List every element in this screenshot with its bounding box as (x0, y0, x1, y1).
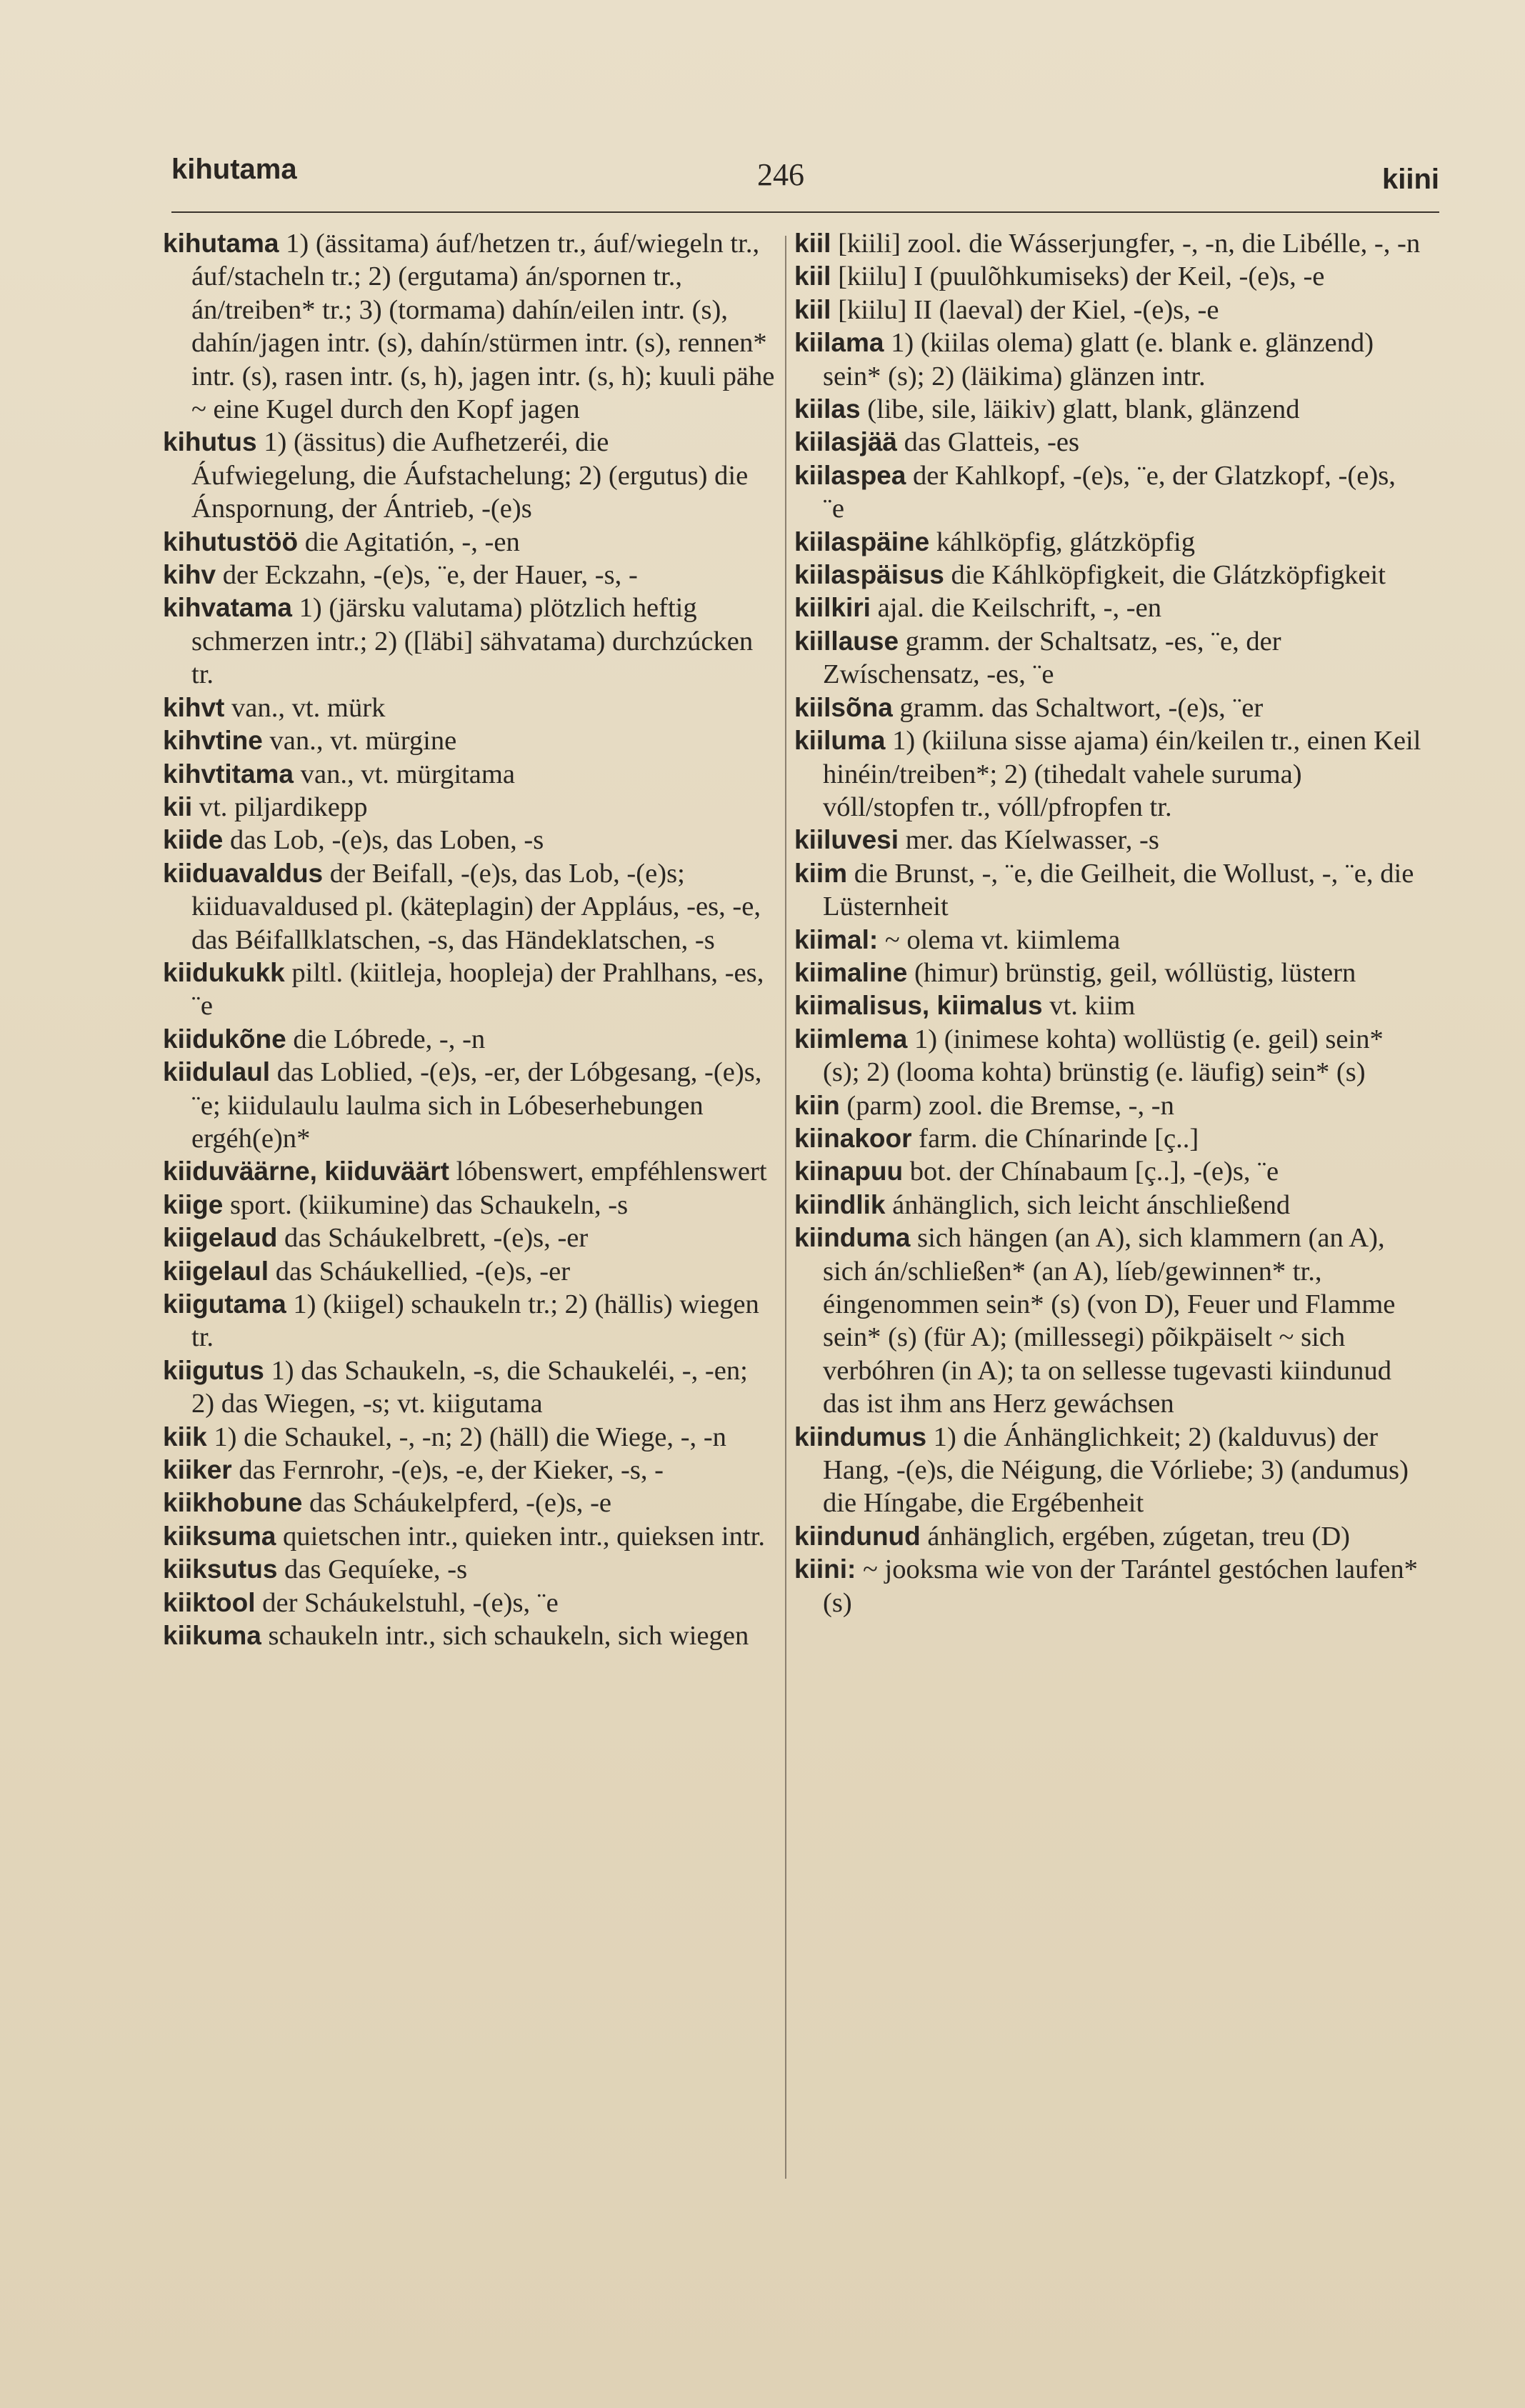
dictionary-entry (794, 526, 1423, 559)
right-column (794, 227, 1423, 1619)
dictionary-entry (163, 791, 777, 824)
dictionary-entry (794, 691, 1423, 724)
entry-headword: kiiluvesi (794, 825, 899, 855)
dictionary-entry (794, 625, 1423, 691)
entry-definition: der Beifall, -(e)s, das Lob, -(e)s; kiiduavaldused pl. (käteplagin) der Appláus, -es, -e, das Béifallklatschen, -s, das Händeklatschen, -s (191, 858, 761, 955)
entry-headword: kiindumus (794, 1422, 927, 1452)
dictionary-entry (163, 1619, 777, 1652)
entry-headword: kiik (163, 1422, 207, 1452)
entry-definition: van., vt. mürk (224, 692, 386, 723)
entry-headword: kiinapuu (794, 1156, 904, 1186)
dictionary-entry (794, 824, 1423, 856)
dictionary-entry (794, 1189, 1423, 1222)
entry-definition: der Eckzahn, -(e)s, ¨e, der Hauer, -s, - (216, 560, 638, 591)
entry-headword: kiinakoor (794, 1123, 912, 1153)
entry-headword: kiigutama (163, 1289, 286, 1319)
entry-headword: kihvt (163, 692, 225, 722)
entry-headword: kiikuma (163, 1621, 261, 1651)
entry-definition: van., vt. mürgine (262, 726, 457, 756)
dictionary-entry (794, 724, 1423, 824)
entry-definition: (himur) brünstig, geil, wóllüstig, lüstern (907, 957, 1356, 988)
dictionary-entry (163, 559, 777, 591)
entry-headword: kiindunud (794, 1521, 921, 1551)
dictionary-entry (794, 989, 1423, 1022)
entry-headword: kihvtitama (163, 759, 294, 789)
entry-headword: kiikhobune (163, 1488, 303, 1518)
running-header (171, 146, 1439, 204)
entry-definition: der Kahlkopf, -(e)s, ¨e, der Glatzkopf, -(e)s, ¨e (823, 460, 1396, 524)
entry-definition: piltl. (kiitleja, hoopleja) der Prahlhans, -es, ¨e (191, 957, 764, 1021)
entry-headword: kiilsõna (794, 692, 893, 722)
entry-definition: farm. die Chínarinde [ç..] (911, 1123, 1199, 1154)
entry-headword: kiidukõne (163, 1024, 286, 1054)
dictionary-entry (794, 227, 1423, 260)
header-last-word: kiini (1381, 164, 1439, 195)
entry-headword: kiimal: (794, 924, 879, 954)
entry-definition: schaukeln intr., sich schaukeln, sich wiegen (261, 1621, 749, 1652)
entry-headword: kiigelaul (163, 1256, 269, 1286)
entry-headword: kihvatama (163, 593, 292, 623)
entry-definition: 1) (järsku valutama) plötzlich heftig schmerzen intr.; 2) ([läbi] sähvatama) durchzúcken tr. (191, 593, 754, 690)
entry-headword: kiilama (794, 328, 884, 358)
entry-headword: kiide (163, 825, 224, 855)
entry-definition: ánhänglich, sich leicht ánschließend (885, 1189, 1291, 1220)
entry-definition: das Loblied, -(e)s, -er, der Lóbgesang, -(e)s, ¨e; kiidulaulu laulma sich in Lóbeserhebungen ergéh(e)n* (191, 1057, 762, 1154)
entry-headword: kihvtine (163, 726, 263, 756)
entry-definition: 1) (kiigel) schaukeln tr.; 2) (hällis) wiegen tr. (191, 1289, 759, 1353)
entry-definition: 1) das Schaukeln, -s, die Schaukeléi, -, -en; 2) das Wiegen, -s; vt. kiigutama (191, 1355, 748, 1419)
entry-headword: kiilaspea (794, 460, 906, 490)
dictionary-entry (163, 1222, 777, 1254)
entry-definition: das Scháukelbrett, -(e)s, -er (277, 1223, 589, 1254)
entry-definition: [kiilu] I (puulõhkumiseks) der Keil, -(e)s, -e (831, 261, 1325, 292)
column-divider (785, 236, 786, 2179)
dictionary-entry (794, 459, 1423, 526)
entry-headword: kihutama (163, 229, 279, 258)
entry-definition: bot. der Chínabaum [ç..], -(e)s, ¨e (903, 1156, 1279, 1187)
dictionary-entry (794, 1553, 1423, 1619)
entry-headword: kiigutus (163, 1355, 264, 1385)
dictionary-entry (794, 857, 1423, 924)
entry-definition: das Scháukellied, -(e)s, -er (269, 1256, 571, 1287)
entry-headword: kiillause (794, 626, 899, 656)
dictionary-entry (163, 426, 777, 525)
entry-headword: kiimlema (794, 1024, 908, 1054)
entry-headword: kiiduväärne, kiiduväärt (163, 1156, 450, 1186)
entry-headword: kihutus (163, 427, 257, 457)
dictionary-entry (163, 526, 777, 559)
dictionary-entry (794, 1155, 1423, 1188)
dictionary-entry (794, 1023, 1423, 1089)
entry-definition: [kiili] zool. die Wásserjungfer, -, -n, die Libélle, -, -n (831, 229, 1421, 259)
entry-definition: ~ jooksma wie von der Tarántel gestóchen laufen* (s) (823, 1554, 1418, 1618)
left-column (163, 227, 777, 1652)
entry-headword: kiiduavaldus (163, 858, 324, 888)
entry-headword: kiil (794, 229, 831, 258)
entry-headword: kiiluma (794, 726, 886, 756)
entry-definition: das Lob, -(e)s, das Loben, -s (223, 825, 544, 856)
entry-definition: ánhänglich, ergében, zúgetan, treu (D) (920, 1521, 1351, 1552)
header-rule (171, 211, 1439, 213)
dictionary-entry (163, 1255, 777, 1288)
entry-definition: 1) (inimese kohta) wollüstig (e. geil) sein* (s); 2) (looma kohta) brünstig (e. läufig) sein* (s) (823, 1024, 1384, 1088)
entry-definition: gramm. der Schaltsatz, -es, ¨e, der Zwíschensatz, -es, ¨e (823, 626, 1281, 690)
dictionary-entry (163, 591, 777, 691)
entry-definition: lóbenswert, empféhlenswert (449, 1156, 767, 1187)
entry-definition: die Brunst, -, ¨e, die Geilheit, die Wollust, -, ¨e, die Lüsternheit (823, 858, 1414, 922)
entry-definition: ~ olema vt. kiimlema (878, 924, 1121, 955)
entry-definition: die Káhlköpfigkeit, die Glátzköpfigkeit (944, 560, 1386, 591)
entry-definition: vt. kiim (1042, 991, 1136, 1021)
dictionary-entry (163, 758, 777, 791)
entry-definition: káhlköpfig, glátzköpfig (929, 526, 1195, 557)
entry-headword: kiimalisus, kiimalus (794, 991, 1043, 1021)
dictionary-entry (794, 326, 1423, 393)
dictionary-entry (163, 1354, 777, 1421)
entry-definition: gramm. das Schaltwort, -(e)s, ¨er (892, 692, 1264, 723)
dictionary-entry (794, 426, 1423, 459)
dictionary-entry (794, 1520, 1423, 1553)
dictionary-entry (163, 1520, 777, 1553)
dictionary-entry (794, 1421, 1423, 1520)
entry-definition: ajal. die Keilschrift, -, -en (870, 593, 1162, 624)
entry-headword: kiilasjää (794, 427, 898, 457)
entry-definition: 1) die Ánhänglichkeit; 2) (kalduvus) der Hang, -(e)s, die Néigung, die Vórliebe; 3) (andumus) die Híngabe, die Ergébenheit (823, 1422, 1409, 1519)
entry-definition: vt. piljardikepp (192, 791, 368, 822)
entry-headword: kiimaline (794, 957, 908, 987)
entry-definition: 1) (kiiluna sisse ajama) éin/keilen tr., einen Keil hinéin/treiben*; 2) (tihedalt vahele suruma) vóll/stopfen tr., vóll/pfropfen tr. (823, 726, 1421, 822)
dictionary-entry (163, 724, 777, 757)
dictionary-entry (794, 294, 1423, 326)
entry-headword: kiin (794, 1090, 840, 1120)
dictionary-entry (163, 1454, 777, 1487)
entry-headword: kiidukukk (163, 957, 285, 987)
entry-definition: 1) (kiilas olema) glatt (e. blank e. glänzend) sein* (s); 2) (läikima) glänzen intr. (823, 328, 1374, 391)
dictionary-entry (794, 1222, 1423, 1420)
dictionary-entry (794, 559, 1423, 591)
dictionary-entry (163, 691, 777, 724)
dictionary-entry (163, 1056, 777, 1155)
dictionary-entry (163, 956, 777, 1023)
entry-definition: 1) die Schaukel, -, -n; 2) (häll) die Wiege, -, -n (206, 1422, 726, 1452)
entry-definition: der Scháukelstuhl, -(e)s, ¨e (255, 1587, 559, 1618)
header-first-word: kihutama (171, 154, 297, 185)
dictionary-entry (794, 393, 1423, 426)
dictionary-entry (163, 1421, 777, 1454)
entry-definition: (libe, sile, läikiv) glatt, blank, glänzend (860, 394, 1300, 425)
entry-headword: kiilaspäine (794, 526, 930, 556)
entry-headword: kihv (163, 560, 216, 590)
entry-headword: kiil (794, 294, 831, 324)
entry-headword: kiim (794, 858, 848, 888)
entry-headword: kiiksutus (163, 1554, 278, 1584)
entry-headword: kiige (163, 1189, 224, 1219)
entry-headword: kiiksuma (163, 1521, 276, 1551)
dictionary-entry (163, 857, 777, 956)
entry-headword: kiinduma (794, 1223, 911, 1253)
entry-definition: sich hängen (an A), sich klammern (an A), sich án/schließen* (an A), líeb/gewinnen* tr., éingenommen sein* (s) (von D), Feuer und Flamme sein* (s) (für A); (millessegi) põikpäiselt ~ sich verbóhren (in A); ta on sellesse tugevasti kiindunud das ist ihm ans Herz gewáchsen (823, 1223, 1396, 1419)
dictionary-entry (794, 956, 1423, 989)
entry-headword: kiini: (794, 1554, 856, 1584)
page-number: 246 (757, 157, 804, 192)
dictionary-entry (163, 227, 777, 426)
dictionary-entry (163, 1023, 777, 1056)
dictionary-entry (163, 1553, 777, 1586)
entry-definition: die Lóbrede, -, -n (286, 1024, 486, 1054)
dictionary-entry (794, 1122, 1423, 1155)
entry-definition: 1) (ässitus) die Aufhetzeréi, die Áufwiegelung, die Áufstachelung; 2) (ergutus) die Ánspornung, der Ántrieb, -(e)s (191, 427, 749, 524)
entry-headword: kii (163, 791, 193, 821)
dictionary-entry (794, 1089, 1423, 1122)
entry-headword: kiidulaul (163, 1057, 271, 1087)
entry-definition: sport. (kiikumine) das Schaukeln, -s (223, 1189, 629, 1220)
dictionary-entry (163, 1288, 777, 1354)
entry-definition: [kiilu] II (laeval) der Kiel, -(e)s, -e (831, 294, 1219, 325)
entry-headword: kiilkiri (794, 593, 871, 623)
entry-definition: das Scháukelpferd, -(e)s, -e (302, 1488, 612, 1519)
entry-definition: van., vt. mürgitama (294, 759, 516, 789)
dictionary-entry (794, 924, 1423, 956)
entry-definition: das Glatteis, -es (897, 427, 1079, 458)
dictionary-entry (163, 1155, 777, 1188)
entry-definition: die Agitatión, -, -en (298, 526, 520, 557)
dictionary-entry (163, 1587, 777, 1619)
entry-headword: kiil (794, 261, 831, 291)
entry-headword: kiigelaud (163, 1223, 278, 1253)
dictionary-entry (163, 1189, 777, 1222)
entry-headword: kiiktool (163, 1587, 256, 1617)
entry-definition: 1) (ässitama) áuf/hetzen tr., áuf/wiegeln tr., áuf/stacheln tr.; 2) (ergutama) án/spornen tr., án/treiben* tr.; 3) (tormama) dahín/eilen intr. (s), dahín/jagen intr. (s), dahín/stürmen intr. (s), rennen* intr. (s), rasen intr. (s, h), jagen intr. (s, h); kuuli pähe ~ eine Kugel durch den Kopf jagen (191, 229, 775, 425)
entry-headword: kiilas (794, 394, 861, 424)
entry-headword: kiiker (163, 1455, 232, 1485)
dictionary-entry (163, 824, 777, 856)
dictionary-entry (794, 591, 1423, 624)
entry-definition: quietschen intr., quieken intr., quieksen intr. (276, 1521, 766, 1552)
entry-headword: kihutustöö (163, 526, 299, 556)
entry-definition: das Fernrohr, -(e)s, -e, der Kieker, -s, - (231, 1455, 664, 1486)
dictionary-entry (794, 260, 1423, 293)
dictionary-entry (163, 1487, 777, 1519)
entry-headword: kiindlik (794, 1189, 886, 1219)
entry-definition: (parm) zool. die Bremse, -, -n (839, 1090, 1174, 1121)
entry-definition: das Gequíeke, -s (277, 1554, 468, 1585)
entry-headword: kiilaspäisus (794, 560, 944, 590)
entry-definition: mer. das Kíelwasser, -s (899, 825, 1159, 856)
